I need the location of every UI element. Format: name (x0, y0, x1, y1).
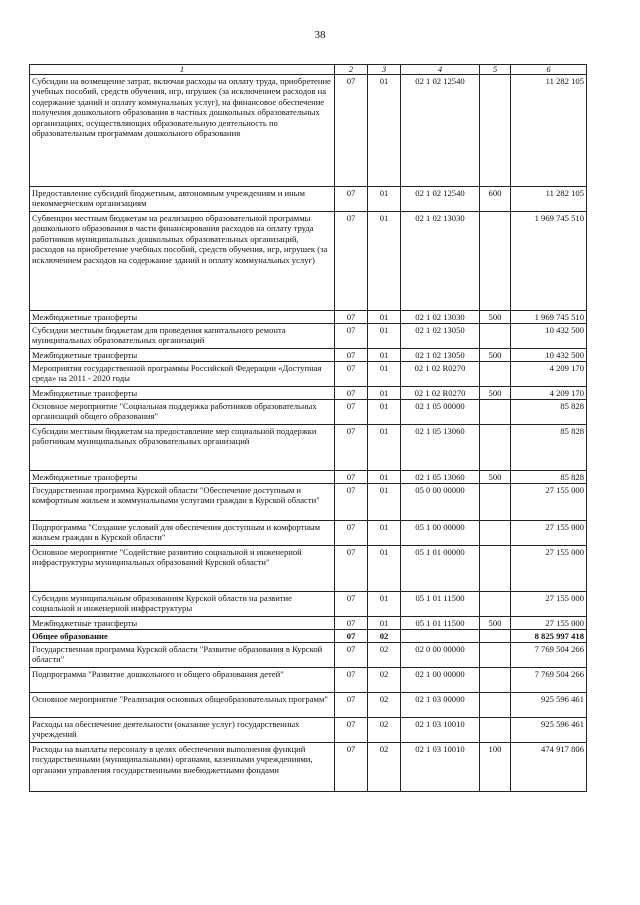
row-subsection: 01 (368, 349, 401, 362)
row-target-article: 02 1 02 13050 (401, 324, 480, 349)
table-row (30, 349, 587, 362)
row-name: Основное мероприятие "Социальная поддержка работников образовательных организаций общего образования" (30, 400, 335, 425)
row-name: Межбюджетные трансферты (30, 311, 335, 324)
budget-table (29, 64, 587, 792)
row-expense-type (480, 362, 511, 387)
row-section: 07 (335, 324, 368, 349)
row-target-article: 02 1 02 R0270 (401, 362, 480, 387)
row-target-article: 02 1 00 00000 (401, 668, 480, 693)
table-row (30, 471, 587, 484)
row-subsection: 01 (368, 187, 401, 212)
row-name: Общее образование (30, 630, 335, 643)
row-amount: 1 969 745 510 (511, 311, 587, 324)
row-subsection: 02 (368, 718, 401, 743)
table-body (30, 75, 587, 792)
column-number: 4 (401, 65, 480, 75)
row-subsection: 01 (368, 521, 401, 546)
table-row (30, 187, 587, 212)
row-name: Подпрограмма "Создание условий для обеспечения доступным и комфортным жильем граждан в Курской области" (30, 521, 335, 546)
row-section: 07 (335, 592, 368, 617)
row-target-article: 02 1 05 00000 (401, 400, 480, 425)
table-row (30, 743, 587, 792)
column-number: 1 (30, 65, 335, 75)
row-amount: 11 282 105 (511, 75, 587, 187)
row-name: Межбюджетные трансферты (30, 471, 335, 484)
row-target-article (401, 630, 480, 643)
column-number: 6 (511, 65, 587, 75)
row-subsection: 01 (368, 471, 401, 484)
row-amount: 4 209 170 (511, 387, 587, 400)
row-target-article: 02 1 02 13030 (401, 311, 480, 324)
row-name: Основное мероприятие "Содействие развитию социальной и инженерной инфраструктуры муниципальных образований Курской области" (30, 546, 335, 592)
table-row (30, 668, 587, 693)
row-expense-type: 500 (480, 311, 511, 324)
row-target-article: 02 1 02 12540 (401, 75, 480, 187)
row-expense-type: 500 (480, 617, 511, 630)
row-name: Подпрограмма "Развитие дошкольного и общего образования детей" (30, 668, 335, 693)
row-target-article: 02 1 02 13030 (401, 212, 480, 311)
row-subsection: 01 (368, 400, 401, 425)
row-target-article: 02 1 03 00000 (401, 693, 480, 718)
row-target-article: 05 1 01 11500 (401, 592, 480, 617)
row-target-article: 02 1 03 10010 (401, 743, 480, 792)
row-expense-type: 500 (480, 387, 511, 400)
row-subsection: 02 (368, 630, 401, 643)
row-name: Мероприятия государственной программы Российской Федерации «Доступная среда» на 2011 - 2020 годы (30, 362, 335, 387)
row-amount: 925 596 461 (511, 693, 587, 718)
row-subsection: 01 (368, 311, 401, 324)
row-section: 07 (335, 349, 368, 362)
row-target-article: 05 1 01 11500 (401, 617, 480, 630)
row-expense-type (480, 400, 511, 425)
row-target-article: 02 1 02 12540 (401, 187, 480, 212)
row-subsection: 01 (368, 484, 401, 521)
column-number: 3 (368, 65, 401, 75)
row-subsection: 01 (368, 546, 401, 592)
row-name: Межбюджетные трансферты (30, 349, 335, 362)
row-target-article: 02 0 00 00000 (401, 643, 480, 668)
row-section: 07 (335, 743, 368, 792)
row-amount: 85 828 (511, 425, 587, 471)
row-name: Расходы на обеспечение деятельности (оказание услуг) государственных учреждений (30, 718, 335, 743)
row-name: Предоставление субсидий бюджетным, автономным учреждениям и иным некоммерческим организациям (30, 187, 335, 212)
page-number: 38 (314, 29, 326, 41)
row-subsection: 02 (368, 668, 401, 693)
row-name: Межбюджетные трансферты (30, 387, 335, 400)
row-section: 07 (335, 693, 368, 718)
row-expense-type (480, 212, 511, 311)
row-name: Субвенции местным бюджетам на реализацию образовательной программы дошкольного образования в части финансирования расходов на оплату труда работников муниципальных дошкольных образовательных организаций, расходов на приобретение учебных пособий, средств обучения, игр, игрушек (за исключением расходов на содержание зданий и оплату коммунальных услуг) (30, 212, 335, 311)
table-row (30, 400, 587, 425)
row-section: 07 (335, 212, 368, 311)
row-target-article: 02 1 02 13050 (401, 349, 480, 362)
row-section: 07 (335, 617, 368, 630)
table-row (30, 362, 587, 387)
row-subsection: 01 (368, 75, 401, 187)
row-amount: 1 969 745 510 (511, 212, 587, 311)
row-expense-type (480, 425, 511, 471)
table-row (30, 617, 587, 630)
row-subsection: 02 (368, 643, 401, 668)
row-subsection: 02 (368, 743, 401, 792)
row-name: Субсидии на возмещение затрат, включая расходы на оплату труда, приобретение учебных пособий, средств обучения, игр, игрушек (за исключением расходов на содержание зданий и оплату коммунальных услуг), на финансовое обеспечение получения дошкольного образования в частных дошкольных образовательных организациях, осуществляющих образовательную деятельность по образовательным программам дошкольного образования (30, 75, 335, 187)
row-expense-type: 600 (480, 187, 511, 212)
row-amount: 10 432 500 (511, 349, 587, 362)
row-amount: 27 155 000 (511, 521, 587, 546)
row-name: Субсидии муниципальным образованиям Курской области на развитие социальной и инженерной инфраструктуры (30, 592, 335, 617)
row-section: 07 (335, 718, 368, 743)
row-subsection: 01 (368, 425, 401, 471)
row-expense-type (480, 324, 511, 349)
row-section: 07 (335, 362, 368, 387)
row-expense-type: 100 (480, 743, 511, 792)
table-row (30, 630, 587, 643)
row-section: 07 (335, 643, 368, 668)
row-subsection: 01 (368, 212, 401, 311)
row-section: 07 (335, 546, 368, 592)
row-target-article: 05 0 00 00000 (401, 484, 480, 521)
row-section: 07 (335, 630, 368, 643)
row-expense-type (480, 546, 511, 592)
row-section: 07 (335, 75, 368, 187)
row-name: Основное мероприятие "Реализация основных общеобразовательных программ" (30, 693, 335, 718)
row-section: 07 (335, 187, 368, 212)
table-row (30, 521, 587, 546)
table-row (30, 643, 587, 668)
row-section: 07 (335, 311, 368, 324)
row-target-article: 05 1 01 00000 (401, 546, 480, 592)
row-subsection: 01 (368, 324, 401, 349)
row-expense-type (480, 693, 511, 718)
row-subsection: 01 (368, 592, 401, 617)
table-row (30, 387, 587, 400)
row-name: Расходы на выплаты персоналу в целях обеспечения выполнения функций государственными (муниципальными) органами, казенными учреждениями, органами управления государственными внебюджетными фондами (30, 743, 335, 792)
row-amount: 11 282 105 (511, 187, 587, 212)
row-amount: 474 917 806 (511, 743, 587, 792)
row-target-article: 02 1 05 13060 (401, 425, 480, 471)
row-subsection: 01 (368, 362, 401, 387)
row-amount: 27 155 000 (511, 484, 587, 521)
table-row (30, 212, 587, 311)
row-amount: 27 155 000 (511, 617, 587, 630)
column-number: 2 (335, 65, 368, 75)
row-target-article: 02 1 02 R0270 (401, 387, 480, 400)
row-amount: 85 828 (511, 400, 587, 425)
table-row (30, 324, 587, 349)
table-row (30, 425, 587, 471)
column-number-row (30, 65, 587, 75)
row-name: Субсидии местным бюджетам на предоставление мер социальной поддержки работникам муниципальных образовательных организаций (30, 425, 335, 471)
table-row (30, 718, 587, 743)
row-expense-type (480, 521, 511, 546)
row-section: 07 (335, 425, 368, 471)
row-amount: 27 155 000 (511, 592, 587, 617)
row-target-article: 02 1 05 13060 (401, 471, 480, 484)
table-row (30, 546, 587, 592)
row-name: Государственная программа Курской области "Развитие образования в Курской области" (30, 643, 335, 668)
row-amount: 27 155 000 (511, 546, 587, 592)
row-amount: 7 769 504 266 (511, 643, 587, 668)
row-amount: 7 769 504 266 (511, 668, 587, 693)
row-expense-type (480, 75, 511, 187)
row-section: 07 (335, 471, 368, 484)
row-name: Субсидии местным бюджетам для проведения капитального ремонта муниципальных образовательных организаций (30, 324, 335, 349)
table-row (30, 484, 587, 521)
row-section: 07 (335, 668, 368, 693)
row-amount: 10 432 500 (511, 324, 587, 349)
row-expense-type (480, 718, 511, 743)
table-row (30, 592, 587, 617)
row-section: 07 (335, 400, 368, 425)
row-expense-type (480, 630, 511, 643)
row-expense-type (480, 668, 511, 693)
row-amount: 925 596 461 (511, 718, 587, 743)
row-amount: 4 209 170 (511, 362, 587, 387)
row-name: Межбюджетные трансферты (30, 617, 335, 630)
row-subsection: 01 (368, 617, 401, 630)
row-target-article: 02 1 03 10010 (401, 718, 480, 743)
row-expense-type: 500 (480, 349, 511, 362)
row-amount: 85 828 (511, 471, 587, 484)
table-row (30, 311, 587, 324)
row-amount: 8 825 997 418 (511, 630, 587, 643)
column-number: 5 (480, 65, 511, 75)
row-name: Государственная программа Курской области "Обеспечение доступным и комфортным жильем и коммунальными услугами граждан в Курской области" (30, 484, 335, 521)
row-section: 07 (335, 521, 368, 546)
row-expense-type: 500 (480, 471, 511, 484)
row-expense-type (480, 643, 511, 668)
row-subsection: 01 (368, 387, 401, 400)
table-row (30, 75, 587, 187)
row-section: 07 (335, 387, 368, 400)
row-expense-type (480, 484, 511, 521)
row-subsection: 02 (368, 693, 401, 718)
row-section: 07 (335, 484, 368, 521)
row-expense-type (480, 592, 511, 617)
table-row (30, 693, 587, 718)
row-target-article: 05 1 00 00000 (401, 521, 480, 546)
